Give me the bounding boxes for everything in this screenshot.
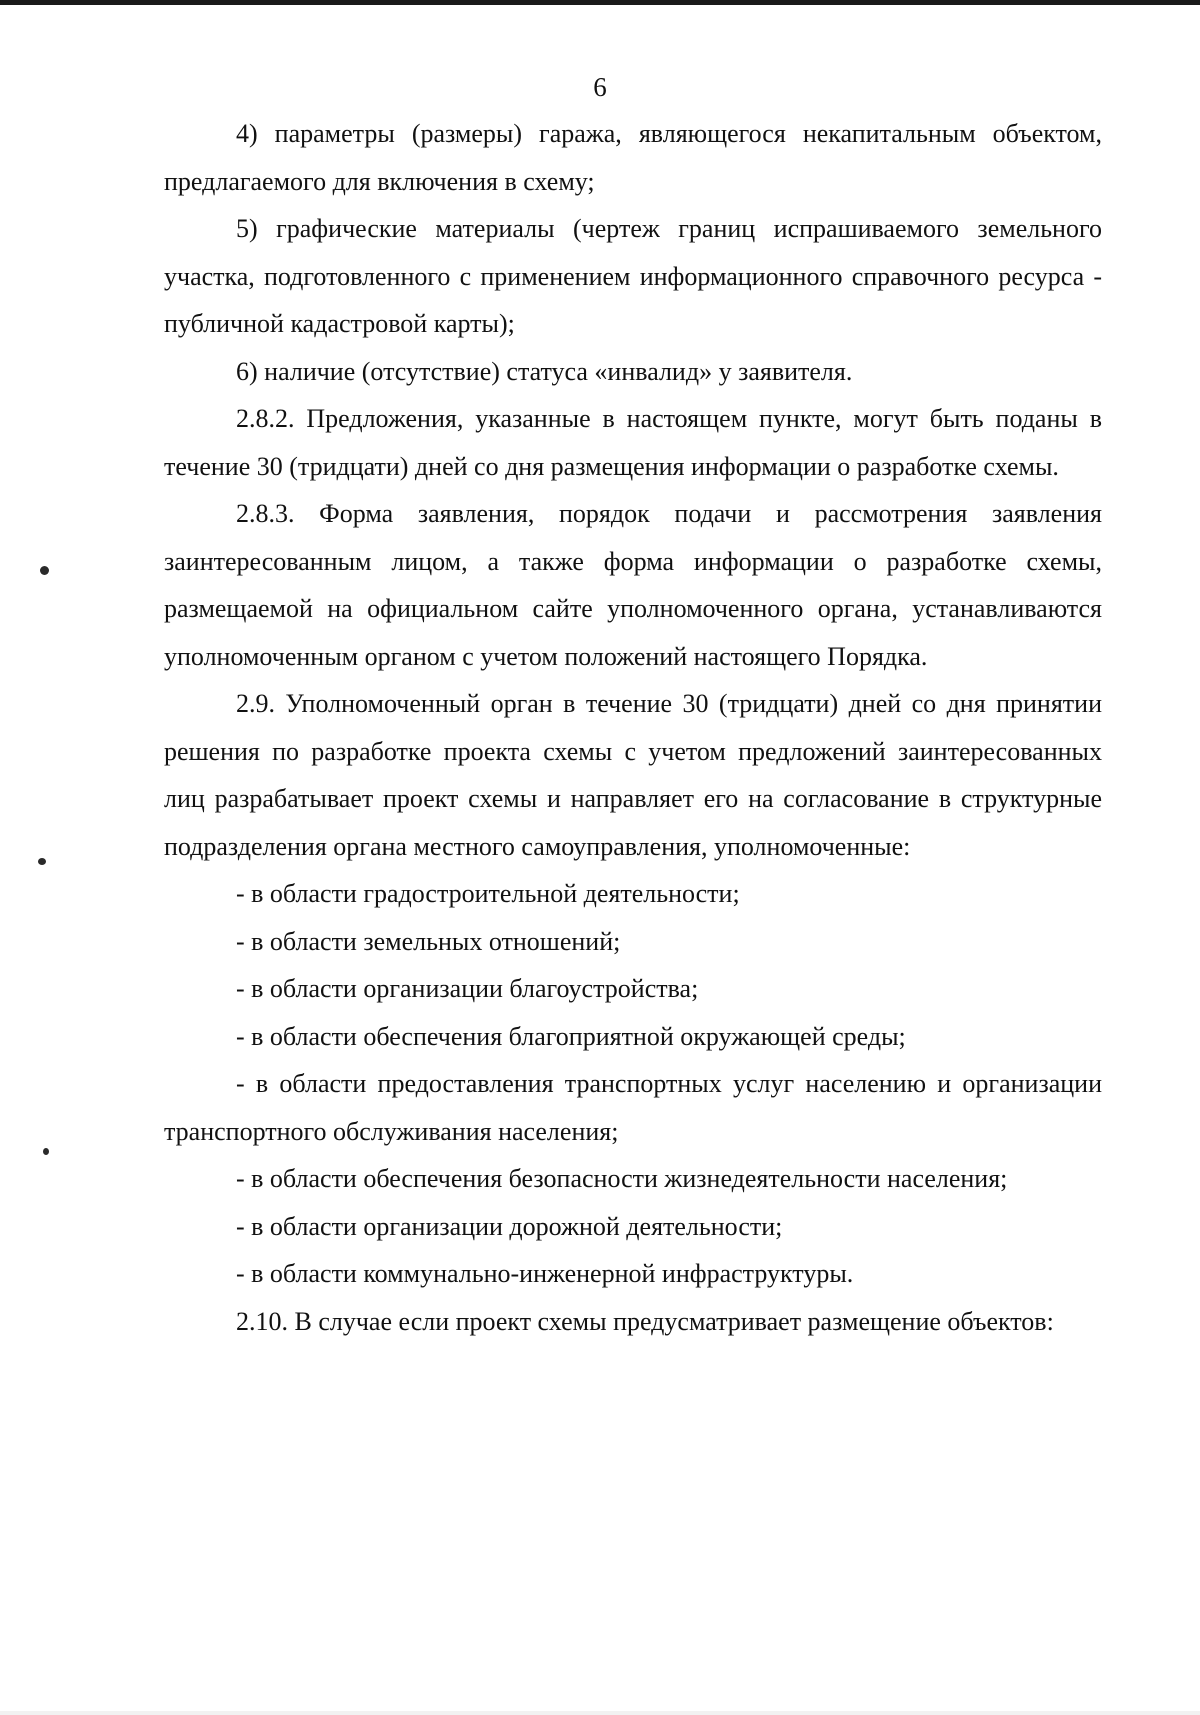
scan-speck: [40, 566, 49, 575]
list-item-environment: - в области обеспечения благоприятной окружающей среды;: [236, 1021, 906, 1051]
list-item-safety: - в области обеспечения безопасности жизнедеятельности населения;: [236, 1164, 1008, 1193]
paragraph-item-4: 4) параметры (размеры) гаража, являющегося некапитальным объектом, предлагаемого для включения в схему;: [164, 119, 1102, 196]
list-item-road-activity: - в области организации дорожной деятельности;: [236, 1211, 783, 1241]
scan-edge-top: [0, 0, 1200, 5]
list-item-land-relations: - в области земельных отношений;: [236, 926, 621, 956]
list-item-utility-infrastructure: - в области коммунально-инженерной инфраструктуры.: [236, 1259, 854, 1288]
paragraph-2-8-2: 2.8.2. Предложения, указанные в настоящем пункте, могут быть поданы в течение 30 (тридцати) дней со дня размещения информации о разработке схемы.: [164, 404, 1102, 481]
scan-speck: [38, 858, 46, 865]
paragraph-2-10: 2.10. В случае если проект схемы предусматривает размещение объектов:: [236, 1306, 1054, 1336]
paragraph-2-9: 2.9. Уполномоченный орган в течение 30 (тридцати) дней со дня принятии решения по разработке проекта схемы с учетом предложений заинтересованных лиц разрабатывает проект схемы и направляет его на согласование в структурные подразделения органа местного самоуправления, уполномоченные:: [164, 689, 1102, 861]
list-item-landscaping: - в области организации благоустройства;: [236, 974, 699, 1003]
list-item-transport: - в области предоставления транспортных услуг населению и организации транспортного обслуживания населения;: [164, 1069, 1102, 1146]
paragraph-item-5: 5) графические материалы (чертеж границ испрашиваемого земельного участка, подготовленного с применением информационного справочного ресурса - публичной кадастровой карты);: [164, 214, 1102, 338]
list-item-urban-planning: - в области градостроительной деятельности;: [236, 879, 740, 908]
paragraph-2-8-3: 2.8.3. Форма заявления, порядок подачи и рассмотрения заявления заинтересованным лицом, а также форма информации о разработке схемы, размещаемой на официальном сайте уполномоченного органа, устанавливаются уполномоченным органом с учетом положений настоящего Порядка.: [164, 499, 1102, 671]
scan-edge-bottom: [0, 1711, 1200, 1715]
page-number: 6: [593, 72, 607, 102]
paragraph-item-6: 6) наличие (отсутствие) статуса «инвалид» у заявителя.: [236, 356, 853, 386]
scan-speck: [43, 1148, 49, 1155]
document-body: [164, 110, 1102, 1345]
